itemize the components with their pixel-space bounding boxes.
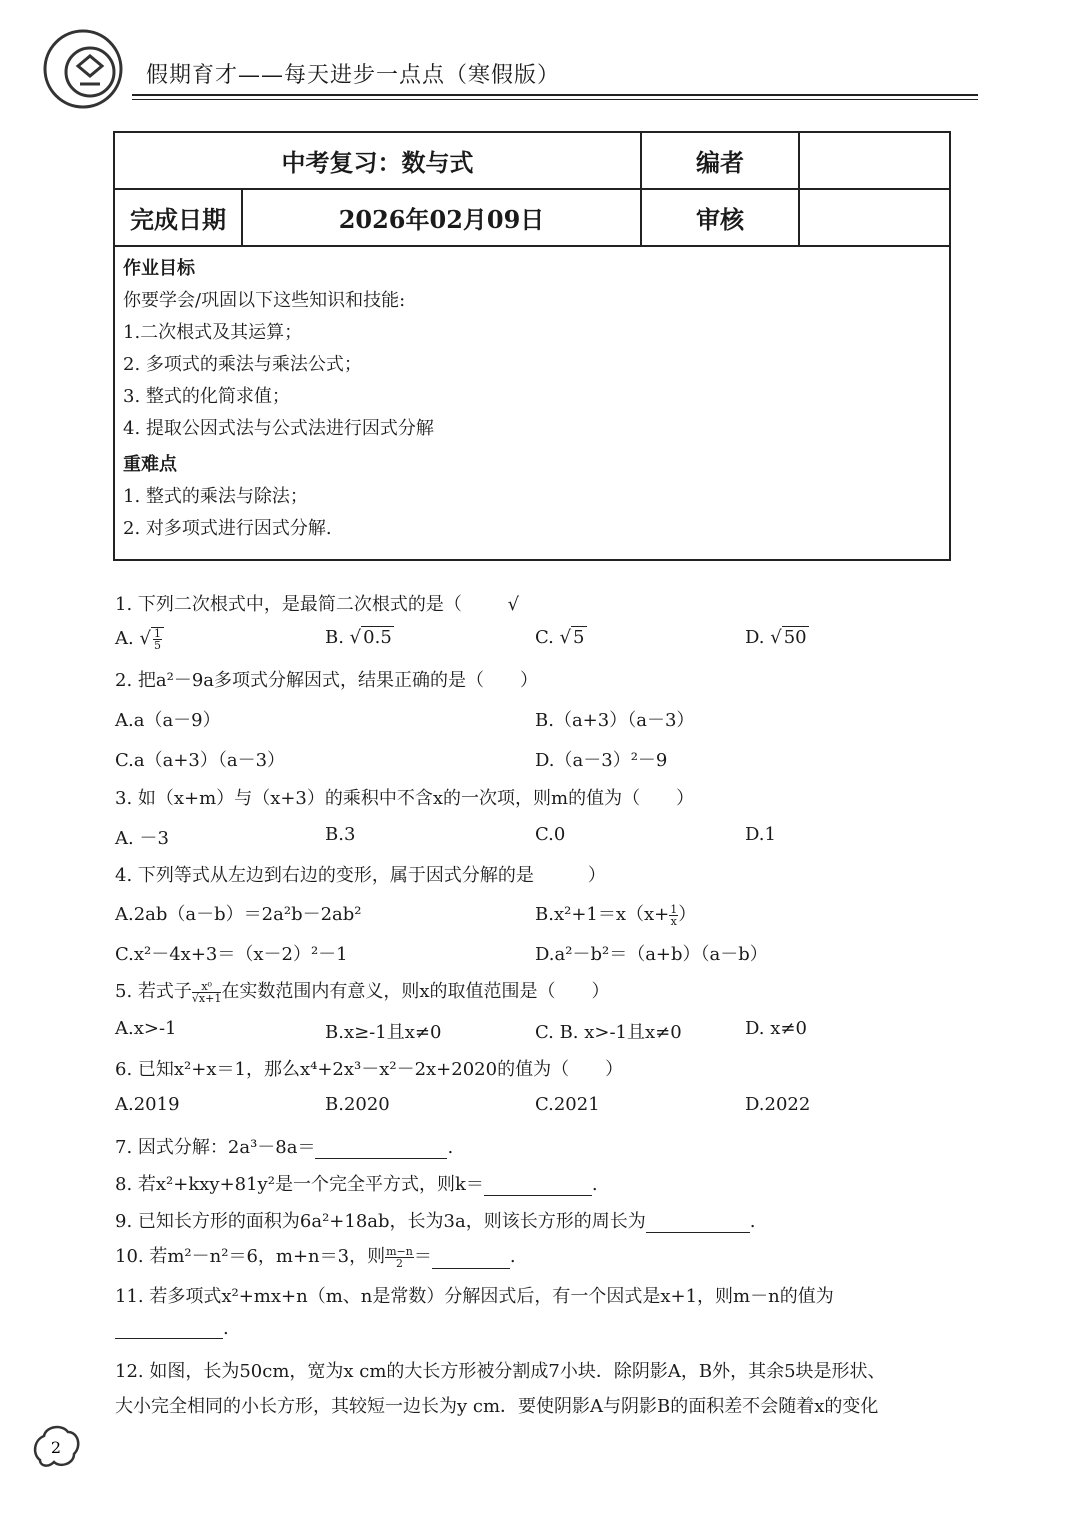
page-number: 2 xyxy=(50,1438,62,1457)
goal-item: 2. 多项式的乘法与乘法公式； xyxy=(123,354,362,375)
answer-blank[interactable] xyxy=(315,1140,447,1159)
question-4-option-d: D.a²－b²＝（a+b）（a－b） xyxy=(535,944,768,965)
key-item: 2. 对多项式进行因式分解. xyxy=(123,518,332,539)
question-3-option-b: B.3 xyxy=(325,824,356,845)
question-1-option-d: D. √ 50 xyxy=(745,627,807,648)
question-5-stem: 5. 若式子 $\frac{\text{x⁰}}{√x+1}$ 在实数范围内有意义，则x的取值范围是（ ） xyxy=(115,979,610,1005)
goal-item: 4. 提取公因式法与公式法进行因式分解 xyxy=(123,418,434,439)
question-4-stem: 4. 下列等式从左边到右边的变形，属于因式分解的是 ） xyxy=(115,865,606,886)
question-4-option-b: B.x²+1＝x（x+ $\frac{1}{x}$ ） xyxy=(535,902,697,928)
question-2-option-a: A.a（a－9） xyxy=(115,710,221,731)
header-divider xyxy=(132,94,978,96)
question-11-answer: . xyxy=(115,1318,229,1339)
question-7: 7. 因式分解：2a³－8a＝ . xyxy=(115,1137,454,1158)
question-4-option-a: A.2ab（a－b）＝2a²b－2ab² xyxy=(115,904,362,925)
question-1-option-a: A. √ $\frac{1}{5}$ xyxy=(115,627,164,651)
answer-mark: √ xyxy=(507,594,520,615)
question-8: 8. 若x²+kxy+81y²是一个完全平方式，则k＝ . xyxy=(115,1174,598,1195)
goals-intro: 你要学会/巩固以下这些知识和技能: xyxy=(123,290,406,311)
date-value: 2026年02月09日 xyxy=(243,190,642,247)
question-2-option-c: C.a（a+3）（a－3） xyxy=(115,750,286,771)
question-1-option-b: B. √ 0.5 xyxy=(325,627,392,648)
key-item: 1. 整式的乘法与除法； xyxy=(123,486,308,507)
question-10: 10. 若m²－n²＝6，m+n＝3，则 $\frac{m-n}{2}$ ＝ . xyxy=(115,1244,516,1270)
answer-blank[interactable] xyxy=(432,1250,510,1269)
goals-title: 作业目标 xyxy=(123,258,195,279)
editor-value xyxy=(800,133,949,190)
question-2-option-b: B.（a+3）（a－3） xyxy=(535,710,695,731)
goal-item: 1.二次根式及其运算； xyxy=(123,322,303,343)
question-5-option-c: C. B. x>-1且x≠0 xyxy=(535,1022,682,1043)
question-11-stem: 11. 若多项式x²+mx+n（m、n是常数）分解因式后，有一个因式是x+1，则m－n的值为 xyxy=(115,1286,834,1307)
page-number-badge xyxy=(30,1420,82,1472)
header-title: 假期育才——每天进步一点点（寒假版） xyxy=(146,63,561,88)
goal-item: 3. 整式的化简求值； xyxy=(123,386,290,407)
header-divider-thin xyxy=(132,99,978,100)
question-5-option-d: D. x≠0 xyxy=(745,1018,807,1039)
question-6-option-d: D.2022 xyxy=(745,1094,811,1115)
question-12-line-1: 12. 如图，长为50cm，宽为x cm的大长方形被分割成7小块．除阴影A，B外，其余5块是形状、 xyxy=(115,1361,886,1382)
question-3-stem: 3. 如（x+m）与（x+3）的乘积中不含x的一次项，则m的值为（ ） xyxy=(115,788,695,809)
question-6-option-a: A.2019 xyxy=(115,1094,180,1115)
question-1-stem: 1. 下列二次根式中，是最简二次根式的是（ √ xyxy=(115,594,520,615)
question-9: 9. 已知长方形的面积为6a²+18ab，长为3a，则该长方形的周长为 . xyxy=(115,1211,756,1232)
logo-icon xyxy=(40,26,126,112)
key-title: 重难点 xyxy=(123,454,177,475)
info-table xyxy=(113,131,951,561)
review-label: 审核 xyxy=(642,190,800,247)
question-6-option-b: B.2020 xyxy=(325,1094,390,1115)
question-5-option-b: B.x≥-1且x≠0 xyxy=(325,1022,442,1043)
question-3-option-c: C.0 xyxy=(535,824,566,845)
question-2-stem: 2. 把a²－9a多项式分解因式，结果正确的是（ ） xyxy=(115,670,539,691)
date-label: 完成日期 xyxy=(115,190,243,247)
question-12-line-2: 大小完全相同的小长方形，其较短一边长为y cm．要使阴影A与阴影B的面积差不会随着x的变化 xyxy=(115,1396,879,1417)
question-1-option-c: C. √ 5 xyxy=(535,627,585,648)
question-6-option-c: C.2021 xyxy=(535,1094,600,1115)
question-3-option-d: D.1 xyxy=(745,824,776,845)
question-2-option-d: D.（a－3）²－9 xyxy=(535,750,668,771)
subject-cell: 中考复习：数与式 xyxy=(115,133,642,190)
goals-section xyxy=(123,253,434,545)
answer-blank[interactable] xyxy=(115,1320,223,1339)
review-value xyxy=(800,190,949,247)
answer-blank[interactable] xyxy=(646,1214,750,1233)
question-6-stem: 6. 已知x²+x＝1，那么x⁴+2x³－x²－2x+2020的值为（ ） xyxy=(115,1059,624,1080)
editor-label: 编者 xyxy=(642,133,800,190)
question-5-option-a: A.x>-1 xyxy=(115,1018,177,1039)
question-4-option-c: C.x²－4x+3＝（x－2）²－1 xyxy=(115,944,348,965)
question-3-option-a: A. －3 xyxy=(115,828,169,849)
answer-blank[interactable] xyxy=(484,1177,592,1196)
